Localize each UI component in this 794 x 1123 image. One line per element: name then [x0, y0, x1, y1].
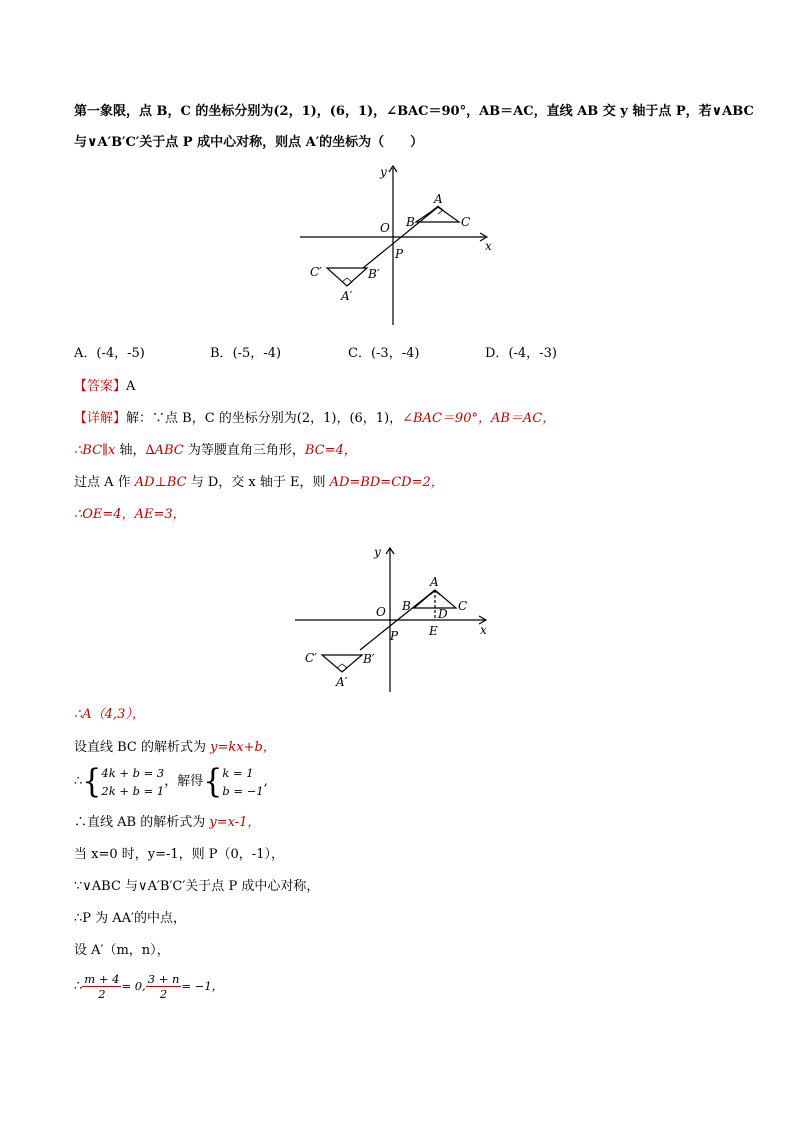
system-equations: 4k + b = 3 2k + b = 1	[101, 765, 165, 798]
solution-line-2: ∴BC∥x 轴，∆ABC 为等腰直角三角形，BC=4，	[74, 443, 357, 458]
solution-line-6: 设直线 BC 的解析式为 y=kx+b，	[74, 740, 276, 755]
label-p-2: P	[390, 629, 399, 643]
label-o: O	[380, 221, 390, 235]
label-o-2: O	[376, 605, 386, 619]
label-e: E	[429, 624, 438, 638]
option-c: C．(-3，-4)	[348, 346, 420, 361]
label-b: B	[406, 215, 415, 229]
option-b: B．(-5，-4)	[210, 346, 282, 361]
label-y-2: y	[374, 545, 381, 559]
label-b-prime-2: B′	[363, 652, 375, 666]
equation-system-line: ∴{ 4k + b = 3 2k + b = 1 ，解得{ k = 1 b = −1 ,	[74, 761, 268, 801]
brace-left-2: {	[203, 761, 223, 801]
label-x-2: x	[480, 623, 487, 637]
solution-tag: 【详解】	[74, 411, 127, 426]
label-b-2: B	[402, 599, 411, 613]
solution-line-9: 当 x=0 时，y=-1，则 P（0，-1），	[74, 847, 284, 862]
label-d: D	[438, 607, 448, 621]
label-c-prime-2: C′	[305, 651, 317, 665]
solution-line-3: 过点 A 作 AD⊥BC 与 D，交 x 轴于 E，则 AD=BD=CD=2，	[74, 475, 444, 490]
solution-line-4: ∴OE=4，AE=3，	[74, 507, 186, 522]
label-a-prime: A′	[341, 289, 353, 303]
fraction-2: $\frac{3 + n}{2}$	[147, 972, 180, 1001]
label-p: P	[395, 247, 404, 261]
solution-line-1: 【详解】解：∵点 B，C 的坐标分别为(2，1)，(6，1)，∠BAC＝90°，AB＝AC，	[74, 411, 556, 426]
label-y: y	[380, 165, 387, 179]
label-c-prime: C′	[310, 265, 322, 279]
label-x: x	[485, 239, 492, 253]
answer-line	[74, 378, 135, 396]
problem-line-1: 第一象限，点 B，C 的坐标分别为(2，1)，(6，1)，∠BAC＝90°，AB＝AC，直线 AB 交 y 轴于点 P，若∨ABC	[74, 104, 754, 119]
solution-line-5: ∴A（4,3），	[74, 707, 145, 722]
answer-value: A	[126, 379, 136, 394]
label-c-2: C	[458, 599, 468, 613]
label-a-prime-2: A′	[336, 675, 348, 689]
solution-line-11: ∴P 为 AA′的中点，	[74, 911, 187, 926]
option-d: D．(-4，-3)	[485, 346, 557, 361]
solution-line-12: 设 A′（m，n），	[74, 943, 170, 958]
option-a: A．(-4，-5)	[74, 346, 145, 361]
problem-figure	[295, 160, 505, 330]
brace-left-1: {	[82, 761, 102, 801]
system-solution: k = 1 b = −1	[222, 765, 264, 798]
fraction-1: $\frac{m + 4}{2}$	[84, 972, 120, 1001]
label-b-prime: B′	[368, 267, 380, 281]
answer-tag: 【答案】	[74, 379, 127, 394]
solution-figure	[290, 540, 500, 700]
fraction-equation-line: ∴ $\frac{m + 4}{2}$ = 0, $\frac{3 + n}{2}$ = −1，	[74, 972, 224, 1001]
therefore-symbol: ∴	[74, 774, 83, 789]
solution-line-8: ∴直线 AB 的解析式为 y=x-1，	[74, 815, 261, 830]
problem-line-2: 与∨A′B′C′关于点 P 成中心对称，则点 A′的坐标为（ ）	[74, 135, 424, 150]
solution-line-10: ∵∨ABC 与∨A′B′C′关于点 P 成中心对称，	[74, 879, 320, 894]
label-a-2: A	[430, 575, 439, 589]
triangle-a1b1c1	[327, 268, 367, 286]
label-a: A	[434, 192, 443, 206]
label-c: C	[461, 215, 471, 229]
